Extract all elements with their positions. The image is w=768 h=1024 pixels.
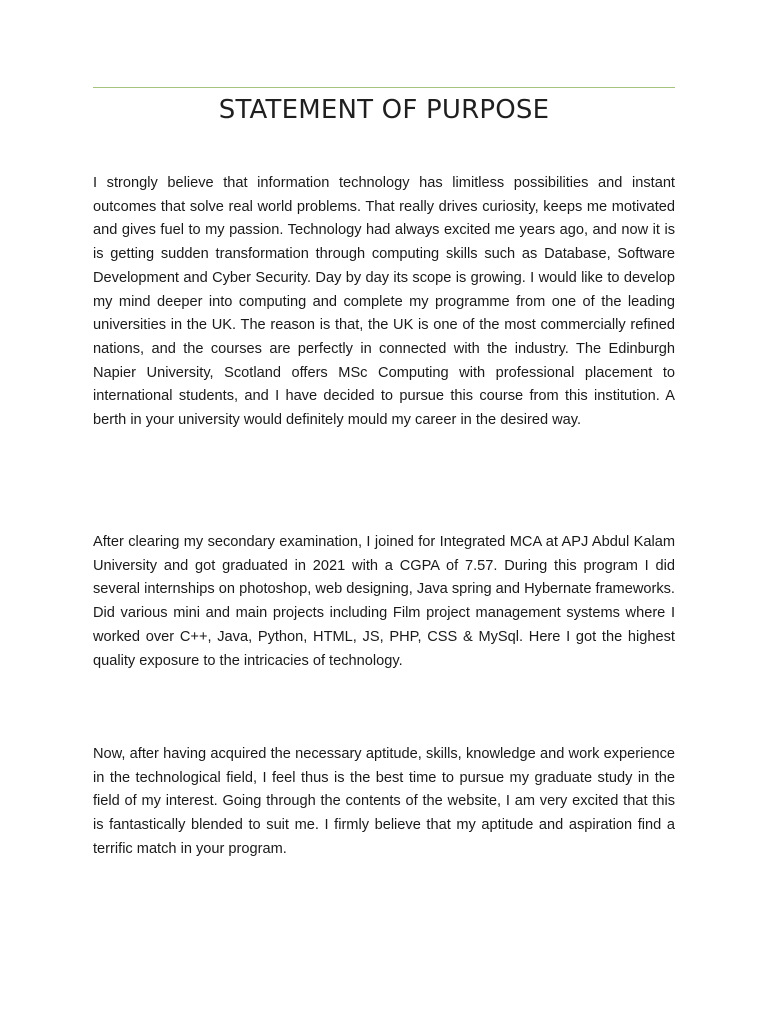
paragraph-conclusion: Now, after having acquired the necessary aptitude, skills, knowledge and work experience in the technological field, I feel thus is the best time to pursue my graduate study in the field of my interest. Going through the contents of the website, I am very excited that this is fantastically blended to suit me. I firmly believe that my aptitude and aspiration find a terrific match in your program. xyxy=(93,746,675,857)
paragraph-education: After clearing my secondary examination, I joined for Integrated MCA at APJ Abdul Kalam University and got graduated in 2021 with a CGPA of 7.57. During this program I did several internships on photoshop, web designing, Java spring and Hybernate frameworks. Did various mini and main projects including Film project management systems where I worked over C++, Java, Python, HTML, JS, PHP, CSS & MySql. Here I got the highest quality exposure to the intricacies of technology. xyxy=(93,534,675,669)
paragraph-intro: I strongly believe that information technology has limitless possibilities and instant outcomes that solve real world problems. That really drives curiosity, keeps me motivated and gives fuel to my passion. Technology had always excited me years ago, and now it is is getting sudden transformation through computing skills such as Database, Software Development and Cyber Security. Day by day its scope is growing. I would like to develop my mind deeper into computing and complete my programme from one of the leading universities in the UK. The reason is that, the UK is one of the most commercially refined nations, and the courses are perfectly in connected with the industry. The Edinburgh Napier University, Scotland offers MSc Computing with professional placement to international students, and I have decided to pursue this course from this institution. A berth in your university would definitely mould my career in the desired way. xyxy=(93,175,675,429)
page-title: STATEMENT OF PURPOSE xyxy=(218,95,550,125)
header-divider xyxy=(93,87,675,88)
